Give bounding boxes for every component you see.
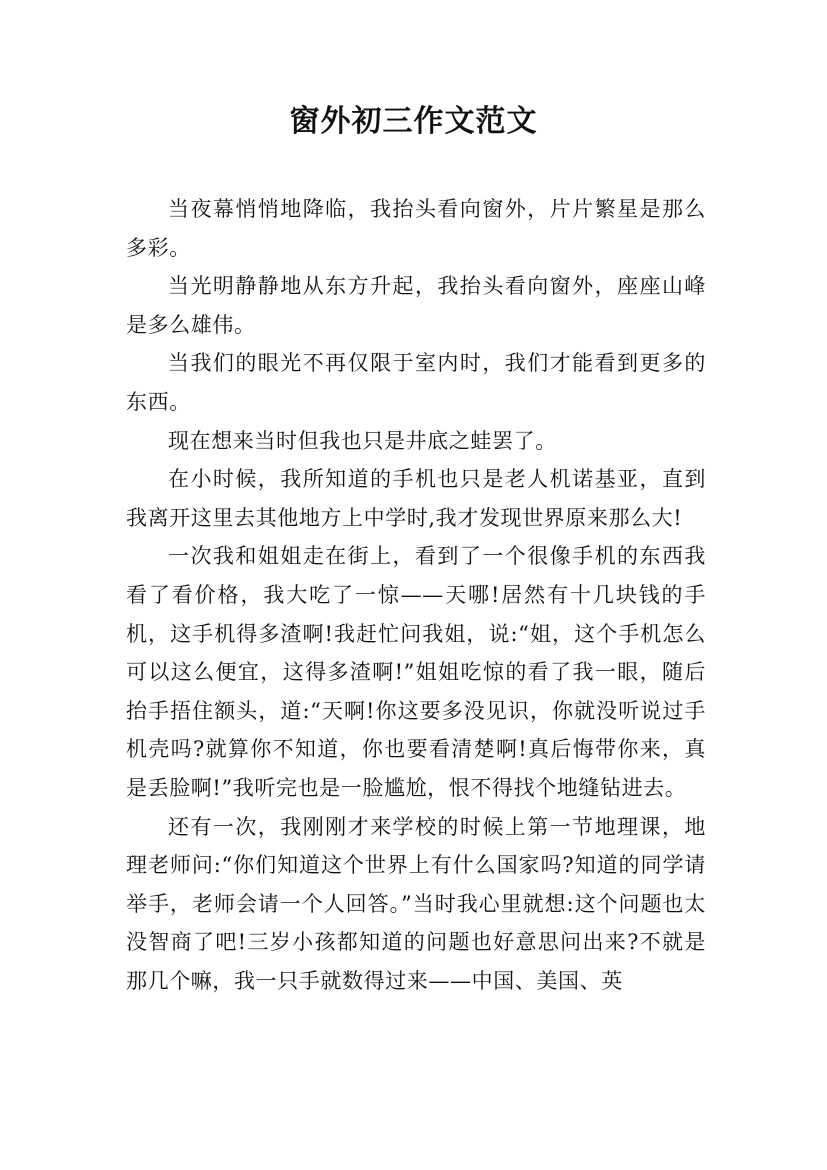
- document-body: [126, 190, 706, 1000]
- paragraph: 在小时候，我所知道的手机也只是老人机诺基亚，直到我离开这里去其他地方上中学时,我才发现世界原来那么大!: [126, 467, 706, 530]
- paragraph: 还有一次，我刚刚才来学校的时候上第一节地理课，地理老师问:“你们知道这个世界上有什么国家吗?知道的同学请举手，老师会请一个人回答。”当时我心里就想:这个问题也太没智商了吧!三岁小孩都知道的问题也好意思问出来?不就是那几个嘛，我一只手就数得过来——中国、美国、英: [126, 814, 706, 993]
- paragraph: 当夜幕悄悄地降临，我抬头看向窗外，片片繁星是那么多彩。: [126, 197, 706, 260]
- paragraph: 当我们的眼光不再仅限于室内时，我们才能看到更多的东西。: [126, 351, 706, 414]
- paragraph: 现在想来当时但我也只是井底之蛙罢了。: [168, 428, 557, 453]
- paragraph: 一次我和姐姐走在街上，看到了一个很像手机的东西我看了看价格，我大吃了一惊——天哪!居然有十几块钱的手机，这手机得多渣啊!我赶忙问我姐，说:“姐，这个手机怎么可以这么便宜，这得多渣啊!”姐姐吃惊的看了我一眼，随后抬手捂住额头，道:“天啊!你这要多没见识，你就没听说过手机壳吗?就算你不知道，你也要看清楚啊!真后悔带你来，真是丢脸啊!”我听完也是一脸尴尬，恨不得找个地缝钻进去。: [126, 544, 706, 800]
- paragraph: 当光明静静地从东方升起，我抬头看向窗外，座座山峰是多么雄伟。: [126, 274, 706, 337]
- document-title: 窗外初三作文范文: [289, 104, 538, 139]
